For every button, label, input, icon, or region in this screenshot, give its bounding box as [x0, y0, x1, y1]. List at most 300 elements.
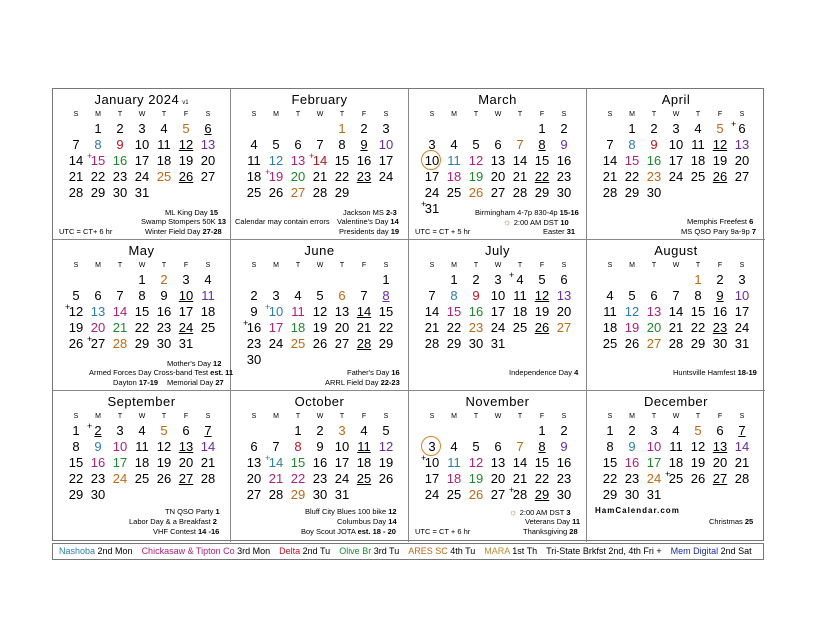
day-cell: 13 [556, 288, 572, 303]
month-name: September [107, 394, 176, 409]
day-cell: 21 [112, 320, 128, 335]
day-cell: 15 [134, 304, 150, 319]
day-cell: 18 [602, 320, 618, 335]
event-note: Dayton 17-19 [113, 378, 159, 387]
event-marker: + [243, 318, 249, 328]
day-cell: 15 [624, 153, 640, 168]
day-cell: 3 [421, 439, 443, 454]
weekday-header: T [695, 413, 701, 420]
day-cell: 18 [356, 455, 372, 470]
legend-club-name: Delta [279, 546, 301, 556]
day-cell: 17 [334, 455, 350, 470]
day-cell: 5 [272, 137, 280, 152]
legend-item [59, 546, 133, 556]
month-title [53, 92, 230, 107]
event-note: Bluff City Blues 100 bike 12 [305, 507, 397, 516]
day-cell: 23 [556, 169, 572, 184]
day-cell: 6 [560, 272, 568, 287]
weekday-header: M [629, 413, 635, 420]
day-cell: 9 [250, 304, 258, 319]
day-cell: 15 [334, 153, 350, 168]
day-cell: 29 [290, 487, 306, 502]
day-cell: 17 [378, 153, 394, 168]
day-cell: 16 [712, 304, 728, 319]
day-cell: 22 [90, 169, 106, 184]
day-cell: 21 [356, 320, 372, 335]
day-cell: 13 [646, 304, 662, 319]
weekday-header: F [361, 111, 367, 118]
weekday-header: T [651, 413, 657, 420]
weekday-header: S [383, 413, 389, 420]
day-cell: 2 [560, 423, 568, 438]
weekday-header: S [251, 262, 257, 269]
event-note: UTC = CT+ 6 hr [59, 227, 113, 236]
day-cell: 26 [156, 471, 172, 486]
weekday-header: S [739, 413, 745, 420]
weekday-header: W [672, 413, 680, 420]
day-cell: 13 [290, 153, 306, 168]
weekday-header: S [429, 262, 435, 269]
day-cell: 11 [447, 153, 461, 168]
day-cell: + 15 [87, 151, 106, 168]
weekday-header: F [717, 111, 723, 118]
month-title [587, 92, 765, 107]
weekday-header: T [651, 262, 657, 269]
day-cell: 25 [446, 185, 462, 200]
weekday-header: T [161, 262, 167, 269]
day-cell: 20 [556, 304, 572, 319]
weekday-header: F [717, 413, 723, 420]
weekday-header: W [672, 111, 680, 118]
day-cell: 1 [72, 423, 80, 438]
day-cell: 14 [734, 439, 750, 454]
day-cell: 20 [490, 471, 506, 486]
weekday-header: W [138, 413, 146, 420]
day-cell: 23 [556, 471, 572, 486]
day-cell: 18 [200, 304, 216, 319]
weekday-header: T [117, 413, 123, 420]
event-note: Winter Field Day 27-28 [145, 227, 222, 236]
day-cell: 19 [378, 455, 394, 470]
weekday-header: T [695, 262, 701, 269]
month-name: December [644, 394, 708, 409]
weekday-header: S [607, 262, 613, 269]
day-cell: 6 [716, 423, 724, 438]
event-note: Valentine's Day 14 [337, 217, 399, 226]
day-cell: 15 [446, 304, 462, 319]
day-cell: 8 [294, 439, 302, 454]
day-cell: 6 [494, 439, 502, 454]
day-cell: 25 [356, 471, 372, 486]
day-cell: 2 [250, 288, 258, 303]
day-cell: 25 [290, 336, 306, 351]
day-cell: 27 [646, 336, 662, 351]
day-cell: 17 [490, 304, 506, 319]
day-cell: 31 [334, 487, 350, 502]
month-title [53, 394, 230, 409]
weekday-header: M [451, 413, 457, 420]
month-name: October [294, 394, 345, 409]
day-cell: 21 [200, 455, 216, 470]
day-cell: 18 [134, 455, 150, 470]
weekday-header: T [473, 262, 479, 269]
day-cell: 17 [734, 304, 750, 319]
month-april [587, 89, 765, 240]
day-cell: 7 [516, 137, 524, 152]
month-title [409, 394, 586, 409]
weekday-header: M [629, 111, 635, 118]
day-cell: 3 [182, 272, 190, 287]
day-cell: 23 [356, 169, 372, 184]
day-cell: 6 [94, 288, 102, 303]
weekday-header: S [429, 111, 435, 118]
day-cell: 12 [178, 137, 194, 152]
day-cell: 7 [72, 137, 80, 152]
event-note: Huntsville Hamfest 18-19 [673, 368, 757, 377]
weekday-header: W [316, 413, 324, 420]
day-cell: 11 [135, 439, 149, 454]
month-title [231, 92, 408, 107]
day-cell: 29 [602, 487, 618, 502]
day-cell: + 10 [421, 453, 440, 470]
day-cell: 8 [694, 288, 702, 303]
event-note: ☼ 2:00 AM DST 10 [503, 217, 569, 227]
day-cell: 6 [338, 288, 346, 303]
day-cell: 10 [668, 137, 684, 152]
day-cell: 15 [68, 455, 84, 470]
month-title [409, 92, 586, 107]
day-cell: 28 [512, 185, 528, 200]
event-marker: + [665, 469, 671, 479]
day-cell: 27 [334, 336, 350, 351]
weekday-header: M [95, 111, 101, 118]
day-cell: 29 [334, 185, 350, 200]
day-cell: 20 [178, 455, 194, 470]
day-cell: 26 [468, 185, 484, 200]
day-cell: 30 [624, 487, 640, 502]
day-cell: 15 [534, 153, 550, 168]
event-marker: + [509, 270, 515, 280]
weekday-header: F [183, 262, 189, 269]
day-cell: 4 [450, 439, 458, 454]
event-note: Christmas 25 [709, 517, 754, 526]
day-cell: 16 [646, 153, 662, 168]
day-cell: 27 [556, 320, 572, 335]
day-cell: 13 [334, 304, 350, 319]
weekday-header: S [739, 262, 745, 269]
day-cell: 8 [94, 137, 102, 152]
day-cell: 30 [556, 487, 572, 502]
day-cell: 28 [734, 471, 750, 486]
day-cell: 18 [246, 169, 262, 184]
day-cell: 27 [712, 471, 728, 486]
day-cell: 21 [512, 471, 528, 486]
day-cell: 4 [360, 423, 368, 438]
month-title [231, 394, 408, 409]
weekday-header: W [494, 262, 502, 269]
day-cell: 24 [268, 336, 284, 351]
month-june [231, 240, 409, 391]
day-cell: 29 [534, 185, 550, 200]
day-cell: 23 [90, 471, 106, 486]
day-cell: 16 [556, 455, 572, 470]
legend-item [408, 546, 475, 556]
day-cell: 21 [602, 169, 618, 184]
day-cell: 25 [602, 336, 618, 351]
day-cell: 19 [156, 455, 172, 470]
month-title [53, 243, 230, 258]
event-marker: + [265, 453, 271, 463]
day-cell: + 4 [509, 270, 524, 287]
day-cell: 3 [338, 423, 346, 438]
day-cell: 27 [734, 169, 750, 184]
event-note: ML King Day 15 [165, 208, 219, 217]
day-cell: 4 [672, 423, 680, 438]
legend-item [279, 546, 330, 556]
day-cell: 21 [424, 320, 440, 335]
day-cell: 1 [628, 121, 636, 136]
weekday-header: S [561, 262, 567, 269]
day-cell: 15 [602, 455, 618, 470]
day-cell: 1 [382, 272, 390, 287]
day-cell: 9 [360, 137, 368, 152]
day-cell: 8 [338, 137, 346, 152]
day-cell: 18 [156, 153, 172, 168]
dst-sun-icon: ☼ [509, 507, 520, 517]
day-cell: 26 [268, 185, 284, 200]
event-marker: + [421, 453, 427, 463]
day-cell: 29 [534, 487, 550, 502]
day-cell: 20 [646, 320, 662, 335]
event-marker: + [265, 167, 271, 177]
day-cell: 26 [178, 169, 194, 184]
day-cell: + 19 [265, 167, 284, 184]
event-note: Easter 31 [543, 227, 576, 236]
month-august [587, 240, 765, 391]
day-cell: 16 [624, 455, 640, 470]
day-cell: 16 [90, 455, 106, 470]
day-cell: 1 [450, 272, 458, 287]
weekday-header: M [95, 413, 101, 420]
day-cell: 17 [424, 471, 440, 486]
day-cell: 10 [334, 439, 350, 454]
day-cell: 23 [646, 169, 662, 184]
event-note: Memorial Day 27 [167, 378, 224, 387]
event-note: Memphis Freefest 6 [687, 217, 754, 226]
day-cell: 17 [646, 455, 662, 470]
legend-club-name: Chickasaw & Tipton Co [141, 546, 235, 556]
day-cell: 6 [182, 423, 190, 438]
day-cell: 17 [178, 304, 194, 319]
day-cell: 18 [512, 304, 528, 319]
weekday-header: M [629, 262, 635, 269]
month-name: November [465, 394, 530, 409]
month-march [409, 89, 587, 240]
day-cell: 16 [156, 304, 172, 319]
day-cell: 10 [134, 137, 150, 152]
day-cell: 23 [156, 320, 172, 335]
day-cell: 2 [560, 121, 568, 136]
weekday-header: W [316, 111, 324, 118]
weekday-header: T [517, 262, 523, 269]
day-cell: 17 [668, 153, 684, 168]
day-cell: 19 [712, 153, 728, 168]
event-note: Armed Forces Day Cross-band Test est. 11 [89, 368, 234, 377]
legend-club-name: Mem Digital [670, 546, 719, 556]
version-label: v1 [182, 100, 189, 106]
day-cell: 15 [534, 455, 550, 470]
day-cell: 23 [112, 169, 128, 184]
weekday-header: T [651, 111, 657, 118]
day-cell: 12 [534, 288, 550, 303]
day-cell: 9 [472, 288, 480, 303]
day-cell: 7 [272, 439, 280, 454]
day-cell: 1 [538, 423, 546, 438]
event-note: Veterans Day 11 [525, 517, 581, 526]
day-cell: 11 [513, 288, 527, 303]
legend-schedule: 2nd Sat [718, 546, 752, 556]
weekday-header: W [494, 413, 502, 420]
day-cell: 21 [68, 169, 84, 184]
weekday-header: M [95, 262, 101, 269]
day-cell: 17 [112, 455, 128, 470]
day-cell: 11 [669, 439, 683, 454]
day-cell: 3 [382, 121, 390, 136]
day-cell: 5 [538, 272, 546, 287]
event-marker: + [87, 334, 93, 344]
day-cell: 22 [134, 320, 150, 335]
day-cell: 3 [138, 121, 146, 136]
day-cell: 22 [690, 320, 706, 335]
weekday-header: F [539, 111, 545, 118]
month-name: March [478, 92, 517, 107]
day-cell: 29 [134, 336, 150, 351]
day-cell: + 10 [265, 302, 284, 319]
day-cell: 25 [200, 320, 216, 335]
day-cell: 30 [90, 487, 106, 502]
day-cell: 26 [468, 487, 484, 502]
day-cell: 14 [424, 304, 440, 319]
day-cell: 19 [624, 320, 640, 335]
day-cell: 5 [182, 121, 190, 136]
day-cell: 12 [712, 137, 728, 152]
day-cell: 27 [246, 487, 262, 502]
weekday-header: S [205, 413, 211, 420]
day-cell: 13 [178, 439, 194, 454]
day-cell: 9 [560, 439, 568, 454]
day-cell: 27 [490, 185, 506, 200]
day-cell: 5 [316, 288, 324, 303]
day-cell: 30 [646, 185, 662, 200]
day-cell: 6 [204, 121, 212, 136]
legend-schedule: 3rd Mon [234, 546, 271, 556]
day-cell: 24 [668, 169, 684, 184]
day-cell: 1 [694, 272, 702, 287]
day-cell: 13 [490, 455, 506, 470]
day-cell: 16 [468, 304, 484, 319]
day-cell: 14 [668, 304, 684, 319]
day-cell: 8 [606, 439, 614, 454]
day-cell: 5 [694, 423, 702, 438]
day-cell: 8 [382, 288, 390, 303]
day-cell: 26 [712, 169, 728, 184]
month-september [53, 391, 231, 542]
day-cell: 9 [316, 439, 324, 454]
day-cell: 22 [290, 471, 306, 486]
weekday-header: S [739, 111, 745, 118]
day-cell: + 2 [87, 421, 102, 438]
day-cell: 21 [312, 169, 328, 184]
day-cell: 1 [338, 121, 346, 136]
day-cell: 4 [606, 288, 614, 303]
day-cell: 28 [602, 185, 618, 200]
day-cell: 1 [138, 272, 146, 287]
day-cell: 28 [356, 336, 372, 351]
legend-schedule: 2nd Tu [300, 546, 331, 556]
day-cell: 24 [734, 320, 750, 335]
weekday-header: T [295, 111, 301, 118]
day-cell: 13 [712, 439, 728, 454]
day-cell: 9 [94, 439, 102, 454]
legend-schedule: 2nd, 4th Fri + [605, 546, 662, 556]
day-cell: 23 [624, 471, 640, 486]
day-cell: 27 [290, 185, 306, 200]
day-cell: 22 [68, 471, 84, 486]
event-marker: + [87, 421, 93, 431]
event-marker: + [87, 151, 93, 161]
event-note: ARRL Field Day 22-23 [325, 378, 400, 387]
day-cell: 8 [72, 439, 80, 454]
day-cell: 21 [734, 455, 750, 470]
weekday-header: S [561, 111, 567, 118]
day-cell: 11 [157, 137, 171, 152]
day-cell: 5 [72, 288, 80, 303]
day-cell: 30 [112, 185, 128, 200]
month-title [587, 394, 765, 409]
event-marker: + [309, 151, 315, 161]
weekday-header: S [205, 111, 211, 118]
day-cell: 20 [290, 169, 306, 184]
day-cell: 3 [650, 423, 658, 438]
day-cell: 26 [690, 471, 706, 486]
event-marker: + [421, 199, 427, 209]
day-cell: 24 [378, 169, 394, 184]
weekday-header: S [251, 111, 257, 118]
dst-sun-icon: ☼ [503, 217, 514, 227]
day-cell: 14 [200, 439, 216, 454]
site-url: HamCalendar.com [595, 506, 680, 515]
day-cell: 11 [691, 137, 705, 152]
day-cell: 20 [490, 169, 506, 184]
day-cell: 22 [334, 169, 350, 184]
day-cell: 6 [250, 439, 258, 454]
day-cell: 3 [738, 272, 746, 287]
month-title [587, 243, 765, 258]
day-cell: 30 [246, 352, 262, 367]
day-cell: 8 [450, 288, 458, 303]
day-cell: 29 [446, 336, 462, 351]
day-cell: 28 [312, 185, 328, 200]
day-cell: 10 [646, 439, 662, 454]
day-cell: + 28 [509, 485, 528, 502]
day-cell: 9 [160, 288, 168, 303]
day-cell: + 14 [265, 453, 284, 470]
day-cell: 3 [272, 288, 280, 303]
day-cell: 20 [734, 153, 750, 168]
month-title [409, 243, 586, 258]
day-cell: 26 [378, 471, 394, 486]
event-note: ☼ 2:00 AM DST 3 [509, 507, 571, 517]
